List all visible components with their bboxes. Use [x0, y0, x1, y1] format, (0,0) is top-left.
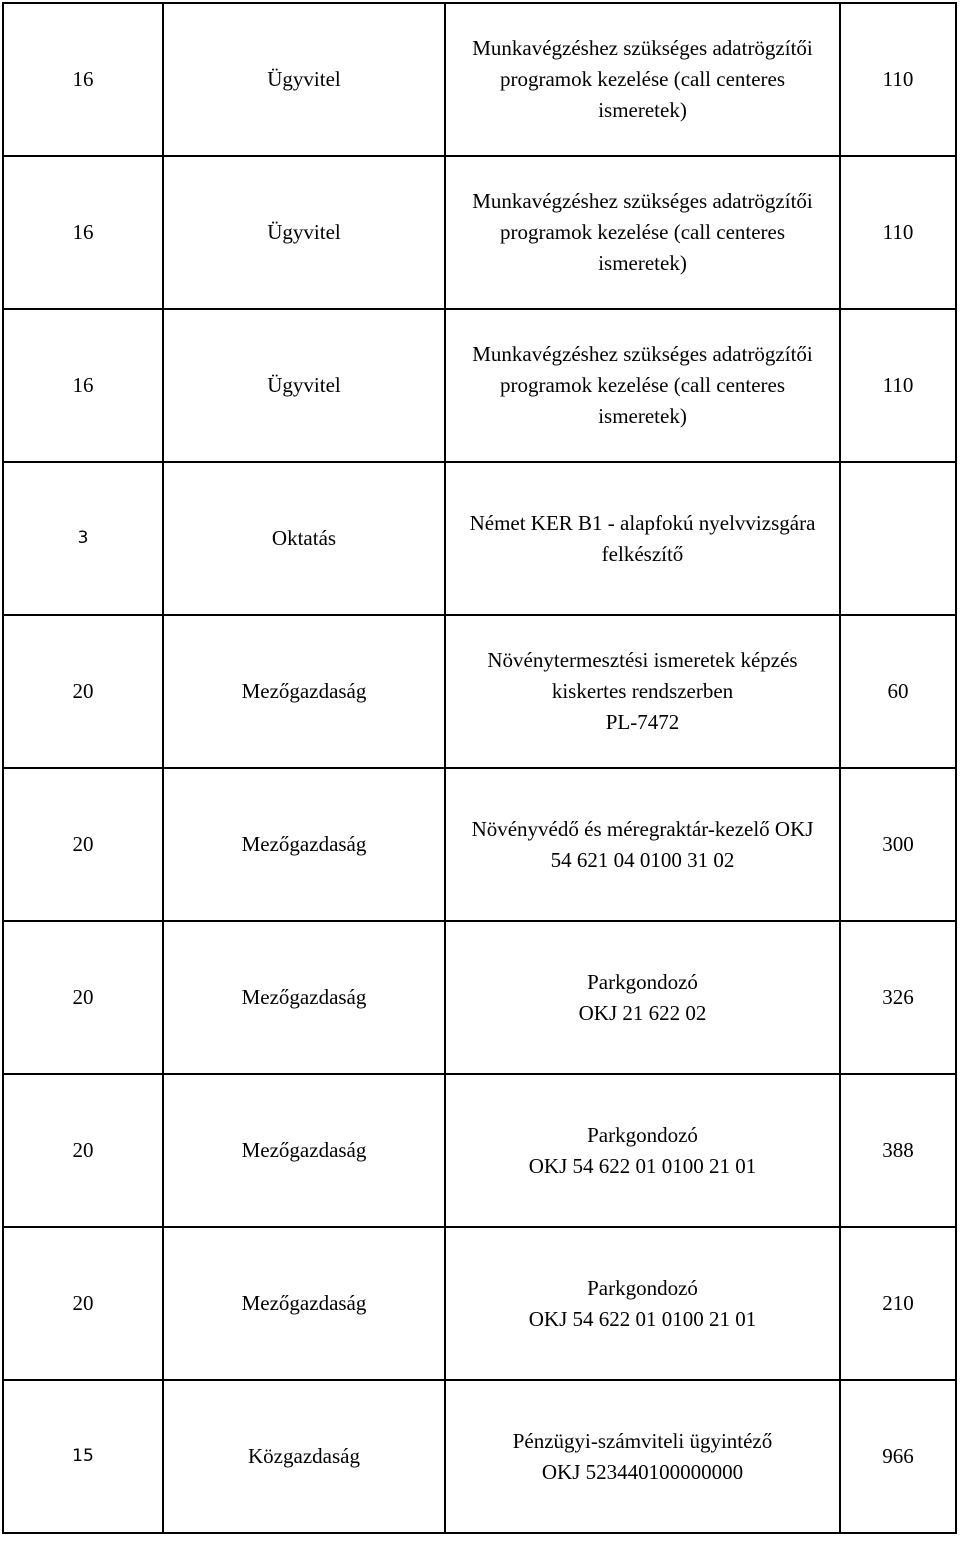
group-number-cell: [3, 615, 163, 768]
group-number: 15: [72, 1446, 94, 1466]
course-line: kiskertes rendszerben: [551, 679, 734, 703]
course-cell: [445, 156, 840, 309]
table-row: [3, 309, 956, 462]
group-number: 20: [72, 1291, 94, 1315]
group-number: 16: [72, 220, 94, 244]
table-row: [3, 921, 956, 1074]
course-cell: [445, 1227, 840, 1380]
hours-value: 326: [882, 985, 914, 1009]
table-row: [3, 768, 956, 921]
table-row: [3, 1227, 956, 1380]
group-number: 20: [72, 679, 94, 703]
group-number: 16: [72, 373, 94, 397]
course-cell: [445, 309, 840, 462]
hours-cell: [840, 768, 956, 921]
hours-value: 966: [882, 1444, 914, 1468]
hours-value: 110: [882, 220, 914, 244]
hours-cell: [840, 1227, 956, 1380]
hours-cell: [840, 1380, 956, 1533]
group-number: 16: [72, 67, 94, 91]
course-line: 54 621 04 0100 31 02: [550, 847, 735, 872]
course-line: Munkavégzéshez szükséges adatrögzítői: [472, 36, 813, 60]
hours-cell: [840, 615, 956, 768]
area-name: Ügyvitel: [267, 220, 341, 244]
course-line: programok kezelése (call centeres: [499, 220, 786, 244]
course-line: programok kezelése (call centeres: [499, 67, 786, 91]
course-cell: [445, 3, 840, 156]
hours-cell: [840, 462, 956, 615]
area-cell: [163, 1380, 445, 1533]
course-line: ismeretek): [598, 251, 687, 275]
group-number-cell: [3, 3, 163, 156]
group-number: 20: [72, 832, 94, 856]
course-cell: [445, 615, 840, 768]
hours-cell: [840, 921, 956, 1074]
hours-value: 110: [882, 67, 914, 91]
course-line: Parkgondozó: [587, 1275, 698, 1300]
area-name: Mezőgazdaság: [241, 832, 367, 856]
hours-cell: [840, 1074, 956, 1227]
table-row: [3, 1380, 956, 1533]
course-line: Munkavégzéshez szükséges adatrögzítői: [472, 189, 813, 213]
area-cell: [163, 1227, 445, 1380]
group-number-cell: [3, 1380, 163, 1533]
table-row: [3, 1074, 956, 1227]
course-cell: [445, 1074, 840, 1227]
group-number-cell: [3, 1074, 163, 1227]
course-table: [2, 2, 957, 1534]
group-number: 3: [77, 528, 89, 548]
course-cell: [445, 921, 840, 1074]
course-line: ismeretek): [598, 98, 687, 122]
area-cell: [163, 768, 445, 921]
group-number-cell: [3, 309, 163, 462]
group-number-cell: [3, 1227, 163, 1380]
area-name: Mezőgazdaság: [241, 679, 367, 703]
area-cell: [163, 3, 445, 156]
area-cell: [163, 156, 445, 309]
hours-value: 388: [882, 1138, 914, 1162]
course-table-body: [3, 3, 956, 1533]
table-row: [3, 615, 956, 768]
area-cell: [163, 921, 445, 1074]
group-number: 20: [72, 985, 94, 1009]
course-line: Munkavégzéshez szükséges adatrögzítői: [472, 342, 813, 366]
course-cell: [445, 768, 840, 921]
area-cell: [163, 462, 445, 615]
area-cell: [163, 1074, 445, 1227]
course-line: felkészítő: [601, 541, 684, 566]
course-line: OKJ 54 622 01 0100 21 01: [528, 1306, 757, 1331]
group-number-cell: [3, 156, 163, 309]
area-name: Ügyvitel: [267, 373, 341, 397]
course-line: Pénzügyi-számviteli ügyintéző: [512, 1428, 773, 1453]
area-name: Oktatás: [271, 526, 337, 550]
hours-value: 210: [882, 1291, 914, 1315]
hours-value: 60: [887, 679, 909, 703]
course-cell: [445, 462, 840, 615]
area-name: Közgazdaság: [248, 1444, 360, 1468]
area-name: Mezőgazdaság: [241, 1291, 367, 1315]
group-number-cell: [3, 921, 163, 1074]
course-line: ismeretek): [598, 404, 687, 428]
area-cell: [163, 615, 445, 768]
area-name: Ügyvitel: [267, 67, 341, 91]
course-line: Német KER B1 - alapfokú nyelvvizsgára: [469, 510, 816, 535]
course-line: programok kezelése (call centeres: [499, 373, 786, 397]
area-name: Mezőgazdaság: [241, 985, 367, 1009]
course-line: Parkgondozó: [587, 969, 698, 994]
course-line: OKJ 54 622 01 0100 21 01: [528, 1153, 757, 1178]
table-row: [3, 462, 956, 615]
hours-cell: [840, 3, 956, 156]
group-number: 20: [72, 1138, 94, 1162]
course-line: OKJ 21 622 02: [578, 1000, 707, 1025]
course-line: Növényvédő és méregraktár-kezelő OKJ: [471, 816, 814, 841]
area-name: Mezőgazdaság: [241, 1138, 367, 1162]
table-row: [3, 3, 956, 156]
hours-cell: [840, 156, 956, 309]
group-number-cell: [3, 768, 163, 921]
hours-value: 300: [882, 832, 914, 856]
hours-cell: [840, 309, 956, 462]
hours-value: 110: [882, 373, 914, 397]
course-line: Növénytermesztési ismeretek képzés: [487, 648, 798, 672]
course-line: PL-7472: [605, 710, 680, 734]
area-cell: [163, 309, 445, 462]
course-line: OKJ 523440100000000: [541, 1459, 744, 1484]
table-row: [3, 156, 956, 309]
course-cell: [445, 1380, 840, 1533]
group-number-cell: [3, 462, 163, 615]
course-line: Parkgondozó: [587, 1122, 698, 1147]
